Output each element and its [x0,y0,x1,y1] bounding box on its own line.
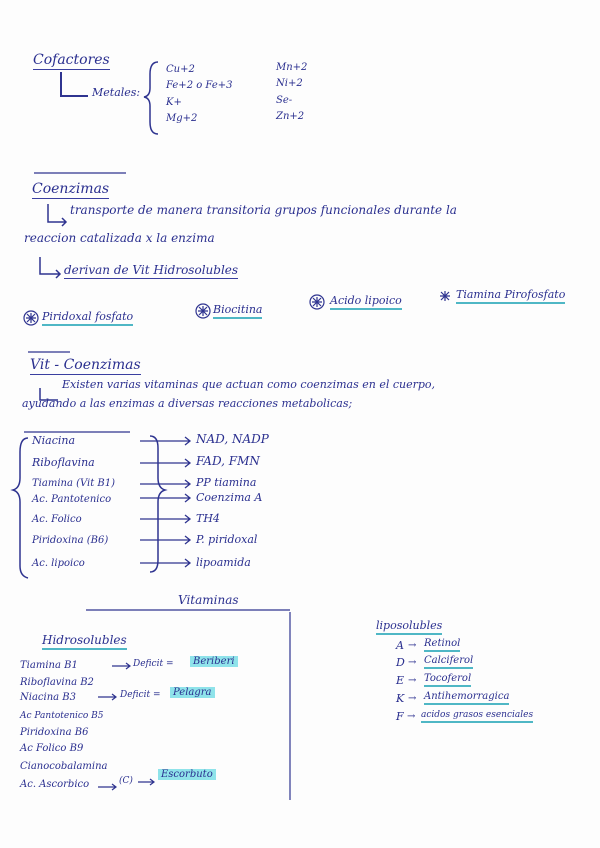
b1-deficit-label: Deficit = [133,659,174,669]
arrow-c1 [98,784,116,790]
arrow-pantotenico [140,494,190,502]
example-biocitina: Biocitina [213,303,262,319]
lipo-a-name: Retinol [424,638,460,652]
lipo-k-arrow: → [408,693,417,704]
hidro-cianocobalamina: Cianocobalamina [20,761,108,772]
vit-niacina: Niacina [32,434,76,447]
lipo-e-arrow: → [408,675,417,686]
arrow-piridoxina [140,536,190,544]
arrow-niacina [140,437,190,445]
lipo-d-letter: D [396,656,405,669]
lipo-e-letter: E [396,674,405,687]
lipo-a-arrow: → [408,640,417,651]
vit-lipoico: Ac. lipoico [32,558,85,569]
example-piridoxal: Piridoxal fosfato [42,310,133,326]
hidro-pantotenico: Ac Pantotenico B5 [20,711,104,721]
lipo-k-letter: K [396,692,405,705]
vit-pantotenico: Ac. Pantotenico [32,494,112,505]
coenzyme-brace [150,436,165,572]
vit-folico: Ac. Folico [32,514,82,525]
coenzimas-title: Coenzimas [32,181,110,197]
metales-label: Metales: [92,86,141,99]
arrow-lipoico [140,559,190,567]
hidro-tiamina: Tiamina B1 [20,660,78,671]
vit-riboflavina: Riboflavina [32,456,95,469]
coenzimas-derive: derivan de Vit Hidrosolubles [64,263,239,277]
ion-zn: Zn+2 [276,111,305,122]
cofactores-brace [144,62,158,134]
example-tiamina-pp: Tiamina Pirofosfato [456,288,565,304]
vit-coenzimas-brace [13,438,28,578]
arrow-tiamina [140,480,190,488]
vit-coenzimas-title: Vit - Coenzimas [30,357,141,373]
vit-coenzimas-desc-2: ayudando a las enzimas a diversas reacciones metabolicas; [22,397,353,410]
arrow-folico [140,515,190,523]
liposolubles-title: liposolubles [376,619,442,635]
coenzyme-th4: TH4 [196,512,220,525]
cofactores-title: Cofactores [33,52,110,68]
b3-deficit-label: Deficit = [120,690,161,700]
coenzimas-desc-1: transporte de manera transitoria grupos funcionales durante la [70,203,457,217]
arrow-b1 [112,663,130,669]
vit-coenzimas-desc-1: Existen varias vitaminas que actuan como coenzimas en el cuerpo, [62,378,436,391]
coenzyme-pp-tiamina: PP tiamina [196,476,257,489]
arrow-c2 [138,779,154,785]
arrow-b3 [98,694,116,700]
c-label: (C) [119,776,133,786]
hidro-riboflavina: Riboflavina B2 [20,677,94,688]
lipo-a-letter: A [396,639,404,652]
lipo-e-name: Tocoferol [424,673,471,687]
lipo-f-arrow: → [407,711,416,722]
ion-ni: Ni+2 [276,78,303,89]
hidro-ascorbico: Ac. Ascorbico [20,779,90,790]
vit-tiamina: Tiamina (Vit B1) [32,478,116,489]
coenzyme-piridoxal: P. piridoxal [196,533,258,546]
coenzyme-coa: Coenzima A [196,491,263,504]
lipo-f-name: acidos grasos esenciales [421,710,533,723]
ion-se: Se- [276,95,293,106]
asterisk-mark-4 [440,291,450,301]
lipo-d-name: Calciferol [424,655,473,669]
ion-mg: Mg+2 [166,113,198,124]
coenzimas-branch-arrow [48,204,66,226]
ion-mn: Mn+2 [276,62,308,73]
hidrosolubles-title: Hidrosolubles [42,633,127,650]
c-disease: Escorbuto [158,769,216,780]
coenzyme-fad: FAD, FMN [196,454,260,468]
coenzyme-nad: NAD, NADP [196,432,269,446]
ion-cu: Cu+2 [166,64,195,75]
derive-branch-arrow [40,257,60,278]
hidro-folico: Ac Folico B9 [20,743,84,754]
coenzimas-desc-2: reaccion catalizada x la enzima [24,231,215,245]
coenzyme-lipoamida: lipoamida [196,556,251,569]
ion-k: K+ [166,97,182,108]
arrow-riboflavina [140,459,190,467]
vit-piridoxina: Piridoxina (B6) [32,535,109,546]
vitaminas-title: Vitaminas [178,593,239,607]
ion-fe: Fe+2 o Fe+3 [166,80,233,91]
hidro-piridoxina: Piridoxina B6 [20,727,89,738]
lipo-d-arrow: → [408,657,417,668]
b1-disease: Beriberi [190,656,238,667]
hidro-niacina: Niacina B3 [20,692,77,703]
lipo-k-name: Antihemorragica [424,691,509,705]
example-lipoico: Acido lipoico [330,294,402,310]
lipo-f-letter: F [396,710,404,723]
b3-disease: Pelagra [170,687,215,698]
